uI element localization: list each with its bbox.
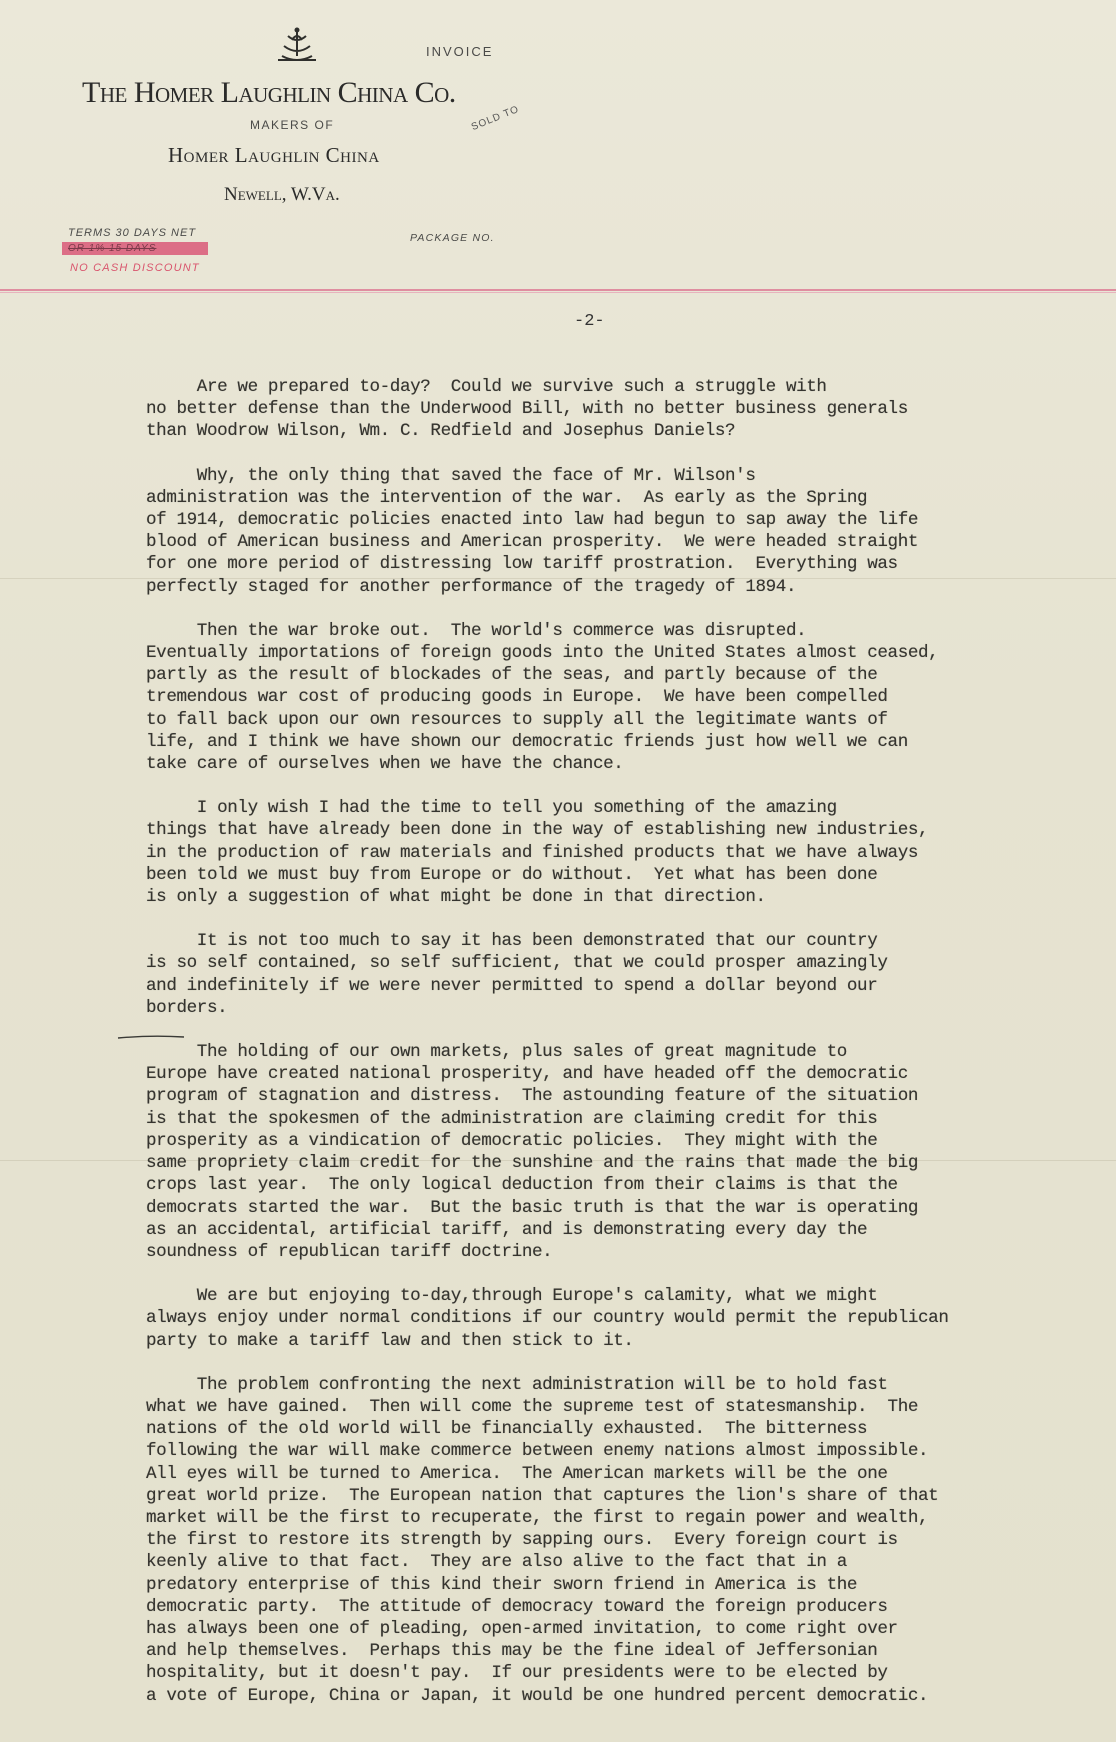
text-line: The problem confronting the next administration will be to hold fast (146, 1374, 888, 1395)
terms-line-1: TERMS 30 DAYS NET (68, 227, 197, 239)
paragraph (146, 1041, 1046, 1263)
text-line: and indefinitely if we were never permitted to spend a dollar beyond our (146, 975, 878, 996)
text-line: for one more period of distressing low tariff prostration. Everything was (146, 554, 898, 575)
text-line: All eyes will be turned to America. The American markets will be the one (146, 1463, 888, 1484)
paragraph (146, 620, 1046, 775)
text-line: nations of the old world will be financially exhausted. The bitterness (146, 1419, 868, 1440)
paragraph (146, 930, 1046, 1019)
makers-of-label: MAKERS OF (250, 118, 335, 132)
text-line: predatory enterprise of this kind their sworn friend in America is the (146, 1574, 858, 1595)
terms-line-2-struck: OR 1% 15 DAYS (62, 242, 208, 255)
letterhead-divider-thin (0, 292, 1116, 293)
text-line: take care of ourselves when we have the chance. (146, 754, 624, 775)
text-line: The holding of our own markets, plus sales of great magnitude to (146, 1042, 847, 1063)
text-line: democrats started the war. But the basic truth is that the war is operating (146, 1197, 919, 1218)
text-line: prosperity as a vindication of democratic policies. They might with the (146, 1130, 878, 1151)
text-line: is that the spokesmen of the administration are claiming credit for this (146, 1108, 878, 1129)
invoice-label: INVOICE (426, 44, 494, 59)
text-line: following the war will make commerce between enemy nations almost impossible. (146, 1441, 929, 1462)
text-line: party to make a tariff law and then stick to it. (146, 1330, 634, 1351)
text-line: administration was the intervention of the war. As early as the Spring (146, 487, 868, 508)
text-line: I only wish I had the time to tell you something of the amazing (146, 798, 837, 819)
text-line: Eventually importations of foreign goods into the United States almost ceased, (146, 643, 939, 664)
page-number: -2- (574, 312, 605, 331)
text-line: same propriety claim credit for the sunshine and the rains that made the big (146, 1153, 919, 1174)
text-line: keenly alive to that fact. They are also alive to the fact that in a (146, 1552, 847, 1573)
text-line: market will be the first to recuperate, the first to regain power and wealth, (146, 1507, 929, 1528)
text-line: than Woodrow Wilson, Wm. C. Redfield and Josephus Daniels? (146, 421, 736, 442)
letter-body (146, 376, 1046, 1729)
brand-name: Homer Laughlin China (168, 143, 380, 167)
no-cash-discount-label: NO CASH DISCOUNT (70, 262, 200, 274)
text-line: great world prize. The European nation that captures the lion's share of that (146, 1485, 939, 1506)
company-name: The Homer Laughlin China Co. (82, 76, 456, 109)
text-line: hospitality, but it doesn't pay. If our presidents were to be elected by (146, 1663, 888, 1684)
letterhead-divider (0, 289, 1116, 291)
text-line: no better defense than the Underwood Bill, with no better business generals (146, 399, 908, 420)
text-line: partly as the result of blockades of the seas, and partly because of the (146, 665, 878, 686)
text-line: been told we must buy from Europe or do without. Yet what has been done (146, 864, 878, 885)
text-line: life, and I think we have shown our democratic friends just how well we can (146, 731, 908, 752)
text-line: Then the war broke out. The world's commerce was disrupted. (146, 620, 807, 641)
paragraph (146, 1374, 1046, 1707)
text-line: perfectly staged for another performance of the tragedy of 1894. (146, 576, 797, 597)
paragraph (146, 376, 1046, 443)
text-line: Why, the only thing that saved the face of Mr. Wilson's (146, 465, 756, 486)
sold-to-label: SOLD TO (469, 103, 521, 133)
text-line: soundness of republican tariff doctrine. (146, 1241, 553, 1262)
text-line: has always been one of pleading, open-armed invitation, to come right over (146, 1618, 898, 1639)
text-line: We are but enjoying to-day,through Europe's calamity, what we might (146, 1286, 878, 1307)
text-line: Are we prepared to-day? Could we survive such a struggle with (146, 377, 827, 397)
ornamental-crest-icon (270, 26, 324, 66)
text-line: crops last year. The only logical deduction from their claims is that the (146, 1175, 898, 1196)
text-line: borders. (146, 997, 228, 1018)
text-line: It is not too much to say it has been demonstrated that our country (146, 931, 878, 952)
text-line: of 1914, democratic policies enacted into law had begun to sap away the life (146, 510, 919, 531)
text-line: blood of American business and American prosperity. We were headed straight (146, 532, 919, 553)
text-line: tremendous war cost of producing goods in Europe. We have been compelled (146, 687, 888, 708)
city-label: Newell, W.Va. (224, 184, 340, 205)
text-line: is only a suggestion of what might be done in that direction. (146, 887, 766, 908)
text-line: Europe have created national prosperity, and have headed off the democratic (146, 1064, 908, 1085)
text-line: and help themselves. Perhaps this may be the fine ideal of Jeffersonian (146, 1641, 878, 1662)
text-line: things that have already been done in the way of establishing new industries, (146, 820, 929, 841)
paragraph (146, 465, 1046, 598)
text-line: program of stagnation and distress. The astounding feature of the situation (146, 1086, 919, 1107)
text-line: always enjoy under normal conditions if our country would permit the republican (146, 1308, 949, 1329)
text-line: to fall back upon our own resources to supply all the legitimate wants of (146, 709, 888, 730)
text-line: democratic party. The attitude of democracy toward the foreign producers (146, 1596, 888, 1617)
paragraph (146, 797, 1046, 908)
package-no-label: PACKAGE NO. (410, 232, 495, 244)
text-line: as an accidental, artificial tariff, and is demonstrating every day the (146, 1219, 868, 1240)
paragraph (146, 1285, 1046, 1352)
text-line: what we have gained. Then will come the supreme test of statesmanship. The (146, 1396, 919, 1417)
text-line: a vote of Europe, China or Japan, it would be one hundred percent democratic. (146, 1685, 929, 1706)
text-line: the first to restore its strength by sapping ours. Every foreign court is (146, 1530, 898, 1551)
text-line: is so self contained, so self sufficient, that we could prosper amazingly (146, 953, 888, 974)
text-line: in the production of raw materials and finished products that we have always (146, 842, 919, 863)
